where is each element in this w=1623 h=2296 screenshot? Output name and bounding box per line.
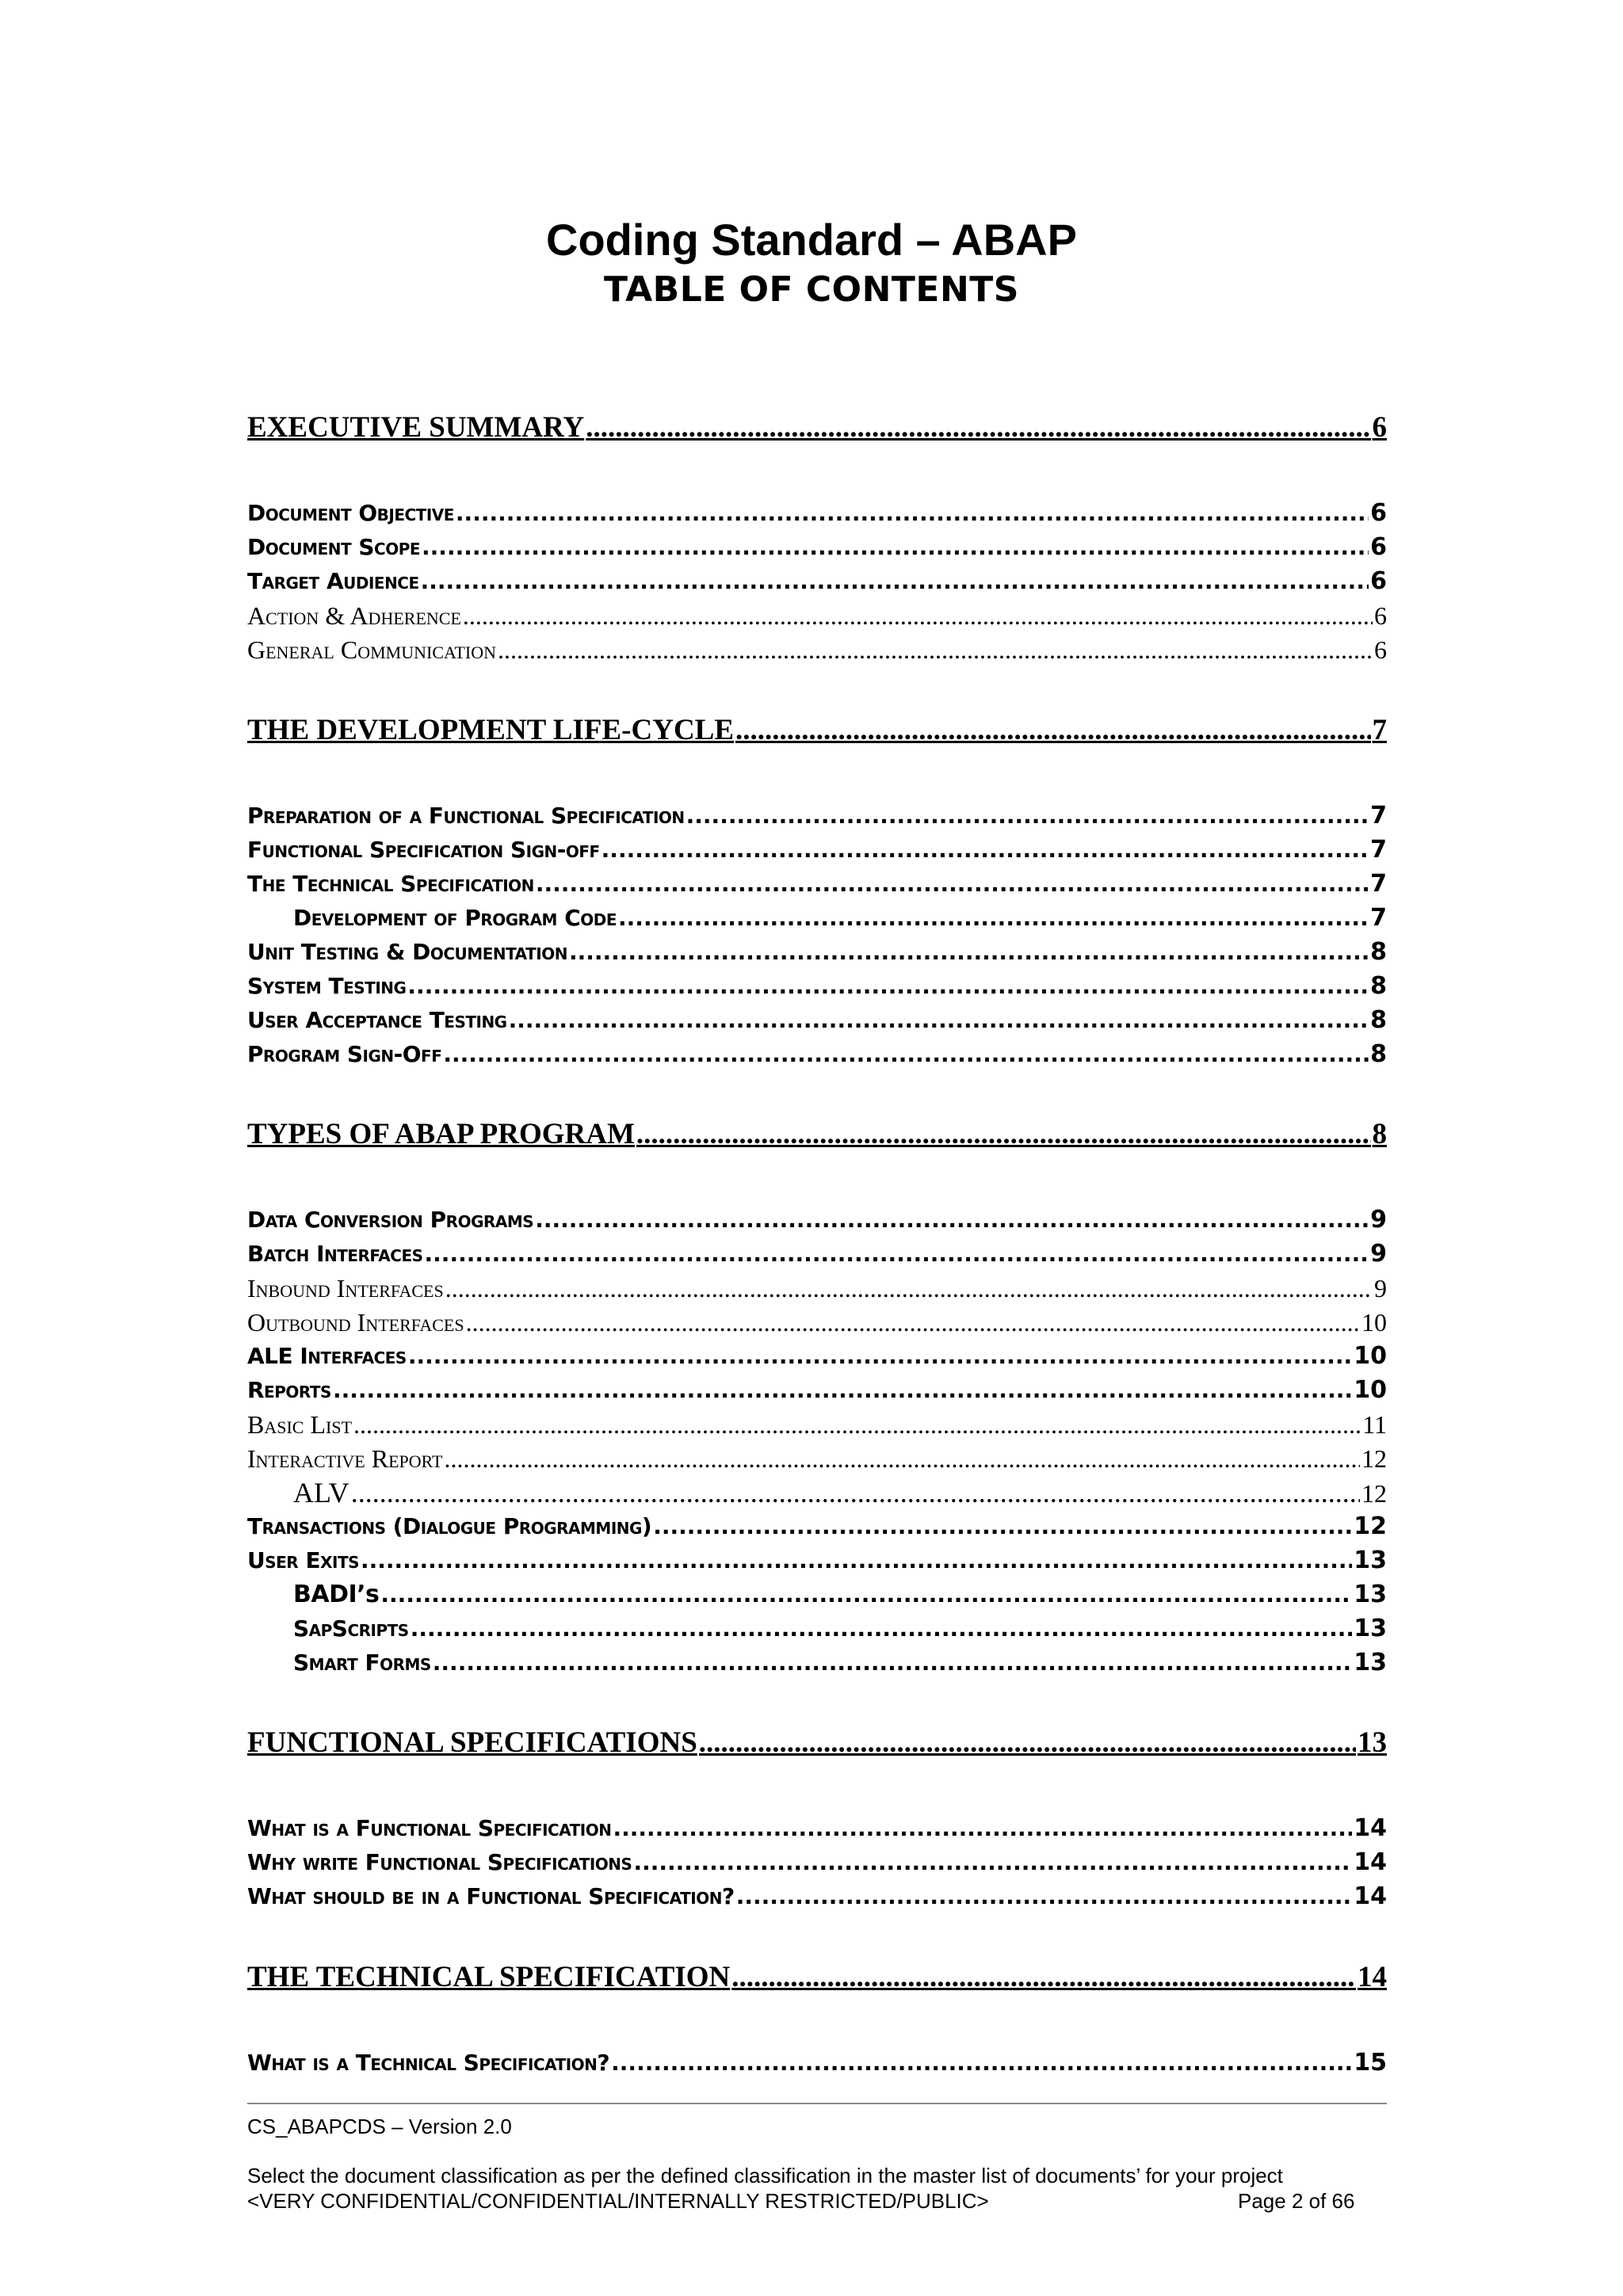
footer-classification-note: Select the document classification as per the defined classification in the master list of documents’ for your project [247, 2164, 1283, 2187]
toc-entry-label: What should be in a Functional Specification? [247, 1883, 735, 1909]
toc-leader [586, 410, 1370, 445]
toc-entry-preparation-functional-spec[interactable] [247, 800, 1387, 832]
toc-entry-label: The Technical Specification [247, 871, 534, 897]
footer-classification-options: <VERY CONFIDENTIAL/CONFIDENTIAL/INTERNALLY RESTRICTED/PUBLIC> [247, 2189, 989, 2213]
toc-entry-label: ALV [293, 1477, 349, 1508]
toc-entry-page: 8 [1370, 1006, 1387, 1034]
toc-entry-interactive-report[interactable] [247, 1443, 1387, 1474]
toc-leader [351, 1477, 1360, 1508]
toc-entry-smart-forms[interactable] [247, 1647, 1387, 1679]
toc-leader [411, 1613, 1353, 1645]
toc-entry-label: Document Scope [247, 534, 421, 560]
toc-entry-page: 13 [1354, 1547, 1387, 1574]
toc-entry-action-adherence[interactable] [247, 600, 1387, 631]
toc-entry-label: EXECUTIVE SUMMARY [247, 411, 585, 444]
toc-entry-label: User Acceptance Testing [247, 1007, 507, 1033]
toc-entry-what-is-technical-spec[interactable] [247, 2047, 1387, 2079]
toc-entry-page: 12 [1354, 1512, 1387, 1540]
toc-entry-label: General Communication [247, 635, 496, 664]
toc-entry-page: 14 [1354, 1882, 1387, 1910]
toc-leader [735, 713, 1370, 748]
toc-entry-label: Inbound Interfaces [247, 1274, 444, 1302]
toc-entry-page: 7 [1370, 904, 1387, 932]
toc-entry-sapscripts[interactable] [247, 1613, 1387, 1645]
toc-leader [636, 1117, 1371, 1152]
toc-entry-label: System Testing [247, 973, 407, 999]
toc-leader [653, 1511, 1352, 1543]
toc-entry-page: 6 [1372, 411, 1387, 444]
toc-leader [333, 1375, 1352, 1406]
toc-leader [633, 1847, 1352, 1878]
toc-entry-label: BADI’s [293, 1581, 380, 1608]
toc-entry-page: 10 [1354, 1376, 1387, 1404]
toc-entry-page: 9 [1370, 1240, 1387, 1268]
toc-entry-program-signoff[interactable] [247, 1039, 1387, 1070]
toc-leader [509, 1005, 1369, 1036]
toc-leader [699, 1726, 1356, 1760]
toc-entry-label: Functional Specification Sign-off [247, 837, 600, 863]
toc-entry-why-write-functional-specs[interactable] [247, 1847, 1387, 1878]
toc-entry-label: Data Conversion Programs [247, 1207, 534, 1233]
toc-entry-label: Outbound Interfaces [247, 1308, 464, 1337]
footer-version: CS_ABAPCDS – Version 2.0 [247, 2115, 512, 2138]
toc-entry-development-program-code[interactable] [247, 902, 1387, 934]
toc-entry-page: 6 [1374, 635, 1387, 664]
toc-entry-page: 10 [1361, 1308, 1387, 1337]
toc-entry-page: 12 [1361, 1444, 1387, 1473]
toc-entry-page: 14 [1354, 1848, 1387, 1876]
toc-entry-page: 6 [1370, 499, 1387, 527]
toc-leader [407, 971, 1369, 1002]
toc-entry-page: 14 [1358, 1961, 1387, 1993]
footer-page-number: Page 2 of 66 [1238, 2189, 1355, 2213]
toc-entry-badis[interactable] [247, 1579, 1387, 1611]
toc-entry-document-objective[interactable] [247, 498, 1387, 529]
toc-leader [498, 634, 1373, 666]
toc-entry-page: 9 [1370, 1206, 1387, 1234]
toc-entry-label: Interactive Report [247, 1444, 443, 1473]
toc-leader [618, 902, 1369, 934]
toc-entry-types-of-abap-program[interactable] [247, 1117, 1387, 1152]
document-subtitle: TABLE OF CONTENTS [604, 269, 1019, 310]
toc-entry-page: 8 [1370, 972, 1387, 1000]
toc-entry-the-technical-specification[interactable] [247, 1960, 1387, 1995]
toc-entry-ale-interfaces[interactable] [247, 1341, 1387, 1372]
toc-entry-label: Smart Forms [293, 1650, 431, 1676]
toc-leader [425, 1238, 1369, 1270]
toc-entry-label: Preparation of a Functional Specification [247, 803, 685, 829]
toc-leader [731, 1960, 1356, 1995]
toc-leader [611, 2047, 1352, 2079]
toc-entry-label: What is a Technical Specification? [247, 2050, 610, 2076]
toc-entry-transactions[interactable] [247, 1511, 1387, 1543]
toc-entry-label: THE TECHNICAL SPECIFICATION [247, 1961, 731, 1993]
toc-entry-data-conversion-programs[interactable] [247, 1204, 1387, 1236]
toc-leader [444, 1443, 1360, 1474]
toc-leader [380, 1579, 1352, 1611]
toc-entry-label: What is a Functional Specification [247, 1815, 612, 1841]
toc-entry-development-life-cycle[interactable] [247, 713, 1387, 748]
toc-leader [445, 1272, 1373, 1304]
toc-entry-basic-list[interactable] [247, 1409, 1387, 1440]
toc-entry-label: Action & Adherence [247, 601, 461, 630]
toc-leader [408, 1341, 1352, 1372]
toc-entry-what-in-functional-spec[interactable] [247, 1881, 1387, 1913]
toc-leader [421, 566, 1369, 597]
toc-leader [353, 1409, 1361, 1440]
toc-entry-label: FUNCTIONAL SPECIFICATIONS [247, 1726, 697, 1759]
toc-entry-label: Batch Interfaces [247, 1241, 423, 1267]
toc-leader [433, 1647, 1352, 1679]
toc-leader [686, 800, 1369, 832]
toc-entry-page: 11 [1362, 1410, 1387, 1439]
toc-entry-page: 12 [1361, 1479, 1387, 1508]
toc-leader [443, 1039, 1369, 1070]
toc-entry-page: 7 [1370, 802, 1387, 830]
toc-entry-batch-interfaces[interactable] [247, 1238, 1387, 1270]
toc-entry-label: Development of Program Code [293, 905, 617, 931]
toc-entry-document-scope[interactable] [247, 532, 1387, 563]
toc-entry-page: 8 [1370, 938, 1387, 966]
toc-entry-label: Reports [247, 1377, 331, 1403]
footer-divider [247, 2103, 1387, 2104]
toc-entry-label: Why write Functional Specifications [247, 1849, 632, 1875]
toc-entry-label: Basic List [247, 1410, 353, 1439]
toc-entry-label: ALE Interfaces [247, 1343, 407, 1369]
toc-leader [463, 600, 1373, 631]
toc-entry-outbound-interfaces[interactable] [247, 1306, 1387, 1338]
toc-entry-reports[interactable] [247, 1375, 1387, 1406]
toc-entry-page: 13 [1354, 1649, 1387, 1676]
toc-entry-label: User Exits [247, 1547, 359, 1573]
toc-leader [536, 868, 1369, 900]
toc-leader [535, 1204, 1369, 1236]
toc-entry-executive-summary[interactable] [247, 410, 1387, 445]
toc-entry-technical-specification[interactable] [247, 868, 1387, 900]
toc-entry-functional-specifications[interactable] [247, 1726, 1387, 1760]
toc-entry-system-testing[interactable] [247, 971, 1387, 1002]
toc-entry-page: 7 [1370, 836, 1387, 864]
toc-entry-page: 13 [1354, 1615, 1387, 1642]
toc-entry-label: SapScripts [293, 1615, 409, 1642]
toc-entry-what-is-functional-spec[interactable] [247, 1813, 1387, 1844]
toc-leader [613, 1813, 1352, 1844]
toc-leader [466, 1306, 1360, 1338]
toc-entry-page: 6 [1370, 567, 1387, 595]
toc-entry-target-audience[interactable] [247, 566, 1387, 597]
toc-entry-label: Unit Testing & Documentation [247, 939, 567, 965]
toc-entry-page: 13 [1354, 1581, 1387, 1608]
toc-entry-page: 9 [1374, 1274, 1387, 1302]
toc-entry-user-exits[interactable] [247, 1545, 1387, 1577]
toc-leader [601, 834, 1369, 866]
toc-entry-page: 6 [1370, 533, 1387, 561]
toc-leader [422, 532, 1369, 563]
toc-entry-user-acceptance-testing[interactable] [247, 1005, 1387, 1036]
toc-entry-page: 7 [1372, 714, 1387, 746]
toc-leader [456, 498, 1369, 529]
toc-entry-label: TYPES OF ABAP PROGRAM [247, 1118, 635, 1150]
toc-entry-page: 8 [1370, 1040, 1387, 1068]
toc-entry-inbound-interfaces[interactable] [247, 1272, 1387, 1304]
toc-entry-alv[interactable] [247, 1477, 1387, 1509]
toc-entry-label: Transactions (Dialogue Programming) [247, 1513, 652, 1539]
toc-entry-general-communication[interactable] [247, 634, 1387, 666]
toc-entry-label: Document Objective [247, 500, 454, 526]
toc-entry-label: Target Audience [247, 568, 419, 594]
toc-entry-label: Program Sign-Off [247, 1041, 442, 1067]
toc-entry-unit-testing[interactable] [247, 936, 1387, 968]
toc-entry-page: 8 [1372, 1118, 1387, 1150]
toc-entry-page: 13 [1358, 1726, 1387, 1759]
toc-entry-label: THE DEVELOPMENT LIFE-CYCLE [247, 714, 735, 746]
toc-leader [361, 1545, 1352, 1577]
document-title: Coding Standard – ABAP [546, 215, 1077, 265]
toc-entry-functional-spec-signoff[interactable] [247, 834, 1387, 866]
toc-leader [736, 1881, 1353, 1913]
toc-entry-page: 6 [1374, 601, 1387, 630]
toc-entry-page: 10 [1354, 1342, 1387, 1370]
toc-entry-page: 14 [1354, 1814, 1387, 1842]
toc-leader [569, 936, 1369, 968]
toc-entry-page: 15 [1354, 2049, 1387, 2077]
toc-entry-page: 7 [1370, 870, 1387, 898]
